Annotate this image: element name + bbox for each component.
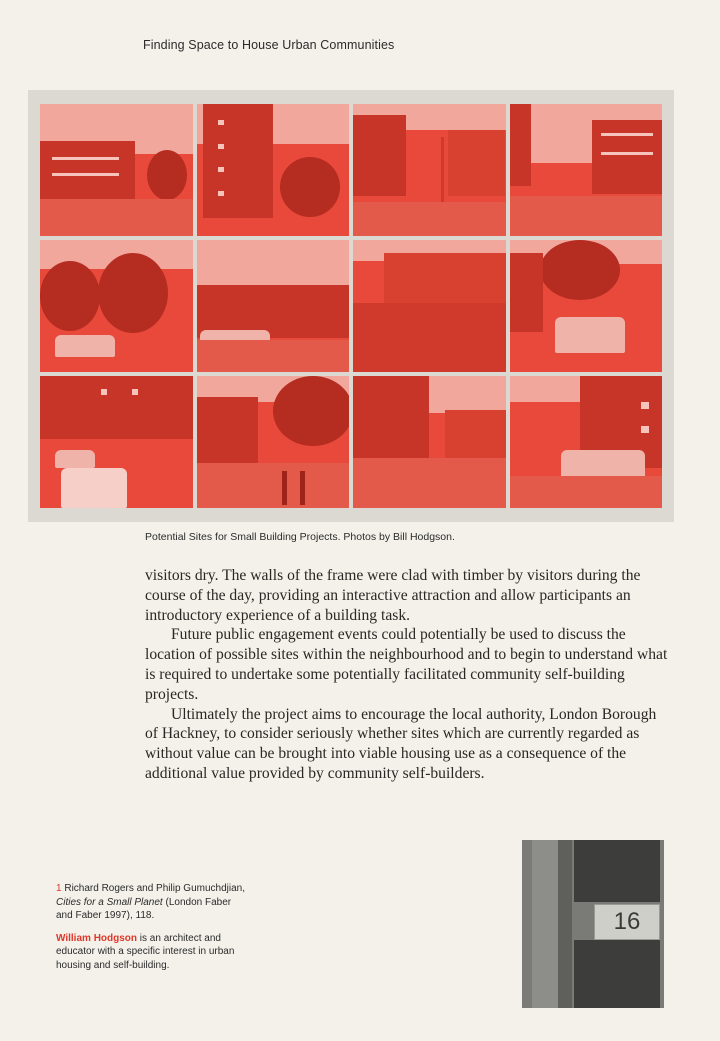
body-paragraph: Ultimately the project aims to encourage the local authority, London Borough of Hackney, to consider seriously whether sites which are currently regarded as without value can be brought into viable housing use as a consequence of the additional value provided by community self-builders.: [145, 705, 657, 782]
body-text: [145, 566, 673, 784]
photo-panel: [28, 90, 674, 522]
author-name: William Hodgson: [56, 932, 138, 944]
site-photo: [197, 104, 350, 236]
site-photo: [40, 376, 193, 508]
footnote-text: Richard Rogers and Philip Gumuchdjian,: [64, 883, 245, 894]
photo-caption: Potential Sites for Small Building Projects. Photos by Bill Hodgson.: [145, 531, 455, 543]
author-bio-text: is an architect and educator with a specific interest in urban housing and self-building.: [56, 932, 235, 971]
author-bio: [56, 932, 246, 973]
photo-grid: [40, 104, 662, 508]
footnotes: [56, 882, 246, 981]
site-photo: [353, 240, 506, 372]
body-paragraph: visitors dry. The walls of the frame were clad with timber by visitors during the course of the day, providing an interactive attraction and allow participants an introductory experience of a building task.: [145, 567, 641, 624]
footnote-number: 1: [56, 883, 62, 894]
footnote-book-title: Cities for a Small Planet: [56, 896, 163, 908]
site-photo: [510, 376, 663, 508]
site-photo: [40, 104, 193, 236]
door-photo: [522, 840, 664, 1008]
site-photo: [40, 240, 193, 372]
site-photo: [197, 376, 350, 508]
running-title: Finding Space to House Urban Communities: [143, 38, 395, 52]
site-photo: [353, 104, 506, 236]
door-number-plate: 16: [594, 904, 660, 940]
site-photo: [510, 240, 663, 372]
site-photo: [197, 240, 350, 372]
site-photo: [510, 104, 663, 236]
footnote-text-end: (London Faber and Faber 1997), 118.: [56, 896, 232, 921]
site-photo: [353, 376, 506, 508]
body-paragraph: Future public engagement events could potentially be used to discuss the location of possible sites within the neighbourhood and to begin to understand what is required to undertake some potentially facilitated community self-building projects.: [145, 626, 668, 703]
footnote-1: [56, 882, 246, 923]
